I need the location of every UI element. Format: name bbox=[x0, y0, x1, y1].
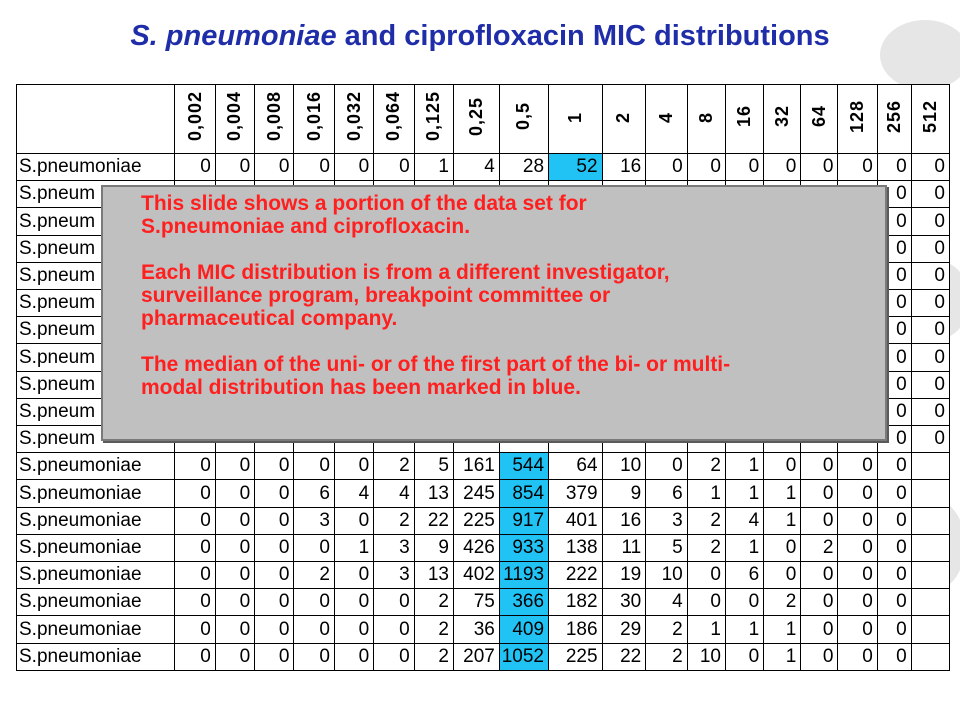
value-cell: 4 bbox=[646, 589, 688, 616]
value-cell: 0 bbox=[877, 208, 911, 235]
value-cell: 0 bbox=[725, 589, 763, 616]
value-cell: 0 bbox=[725, 154, 763, 181]
value-cell: 19 bbox=[602, 562, 646, 589]
value-cell: 28 bbox=[499, 154, 548, 181]
value-cell: 401 bbox=[549, 507, 603, 534]
value-cell bbox=[911, 453, 949, 480]
value-cell: 4 bbox=[374, 480, 414, 507]
value-cell: 6 bbox=[725, 562, 763, 589]
column-header-label: 0,004 bbox=[224, 91, 245, 142]
value-cell: 0 bbox=[374, 154, 414, 181]
value-cell: 0 bbox=[877, 589, 911, 616]
value-cell: 0 bbox=[175, 507, 215, 534]
value-cell: 0 bbox=[877, 235, 911, 262]
table-row bbox=[17, 534, 950, 561]
table-row bbox=[17, 453, 950, 480]
value-cell: 4 bbox=[725, 507, 763, 534]
value-cell: 0 bbox=[255, 643, 294, 670]
value-cell: 0 bbox=[215, 453, 254, 480]
species-cell: S.pneumoniae bbox=[17, 616, 175, 643]
value-cell: 0 bbox=[877, 181, 911, 208]
column-header-label: 8 bbox=[695, 111, 716, 123]
value-cell: 2 bbox=[646, 616, 688, 643]
value-cell: 10 bbox=[687, 643, 725, 670]
column-header bbox=[374, 85, 414, 154]
value-cell: 0 bbox=[911, 344, 949, 371]
value-cell: 11 bbox=[602, 534, 646, 561]
value-cell: 3 bbox=[374, 562, 414, 589]
column-header-label: 32 bbox=[771, 105, 792, 128]
column-header-label: 0,25 bbox=[465, 96, 486, 137]
value-cell: 222 bbox=[549, 562, 603, 589]
value-cell: 0 bbox=[877, 154, 911, 181]
value-cell: 16 bbox=[602, 154, 646, 181]
value-cell: 22 bbox=[414, 507, 453, 534]
value-cell: 0 bbox=[255, 154, 294, 181]
species-cell: S.pneumoniae bbox=[17, 154, 175, 181]
value-cell: 0 bbox=[911, 154, 949, 181]
value-cell: 0 bbox=[215, 154, 254, 181]
value-cell: 2 bbox=[374, 453, 414, 480]
value-cell: 0 bbox=[255, 534, 294, 561]
value-cell: 0 bbox=[255, 589, 294, 616]
value-cell: 1 bbox=[764, 643, 801, 670]
value-cell bbox=[911, 507, 949, 534]
species-cell: S.pneum bbox=[17, 426, 175, 453]
value-cell: 0 bbox=[255, 480, 294, 507]
value-cell: 29 bbox=[602, 616, 646, 643]
median-cell: 854 bbox=[499, 480, 548, 507]
species-cell: S.pneum bbox=[17, 235, 175, 262]
value-cell: 0 bbox=[687, 562, 725, 589]
value-cell: 1 bbox=[764, 480, 801, 507]
value-cell: 182 bbox=[549, 589, 603, 616]
value-cell: 0 bbox=[334, 562, 373, 589]
column-header bbox=[687, 85, 725, 154]
column-header-label: 0,5 bbox=[513, 102, 534, 131]
value-cell: 161 bbox=[453, 453, 499, 480]
value-cell: 402 bbox=[453, 562, 499, 589]
value-cell: 0 bbox=[877, 480, 911, 507]
species-cell: S.pneum bbox=[17, 344, 175, 371]
table-header-row bbox=[17, 85, 950, 154]
column-header-label: 0,016 bbox=[303, 91, 324, 142]
value-cell: 0 bbox=[877, 453, 911, 480]
value-cell bbox=[911, 562, 949, 589]
value-cell: 1 bbox=[334, 534, 373, 561]
value-cell: 0 bbox=[838, 480, 877, 507]
value-cell: 0 bbox=[255, 562, 294, 589]
value-cell: 0 bbox=[646, 154, 688, 181]
column-header bbox=[215, 85, 254, 154]
species-cell: S.pneum bbox=[17, 208, 175, 235]
median-cell: 1052 bbox=[499, 643, 548, 670]
value-cell: 1 bbox=[414, 154, 453, 181]
value-cell: 0 bbox=[334, 616, 373, 643]
median-cell: 544 bbox=[499, 453, 548, 480]
species-cell: S.pneumoniae bbox=[17, 589, 175, 616]
value-cell: 0 bbox=[255, 616, 294, 643]
value-cell: 0 bbox=[294, 616, 334, 643]
column-header-label: 0,125 bbox=[423, 91, 444, 142]
value-cell: 0 bbox=[334, 507, 373, 534]
value-cell: 4 bbox=[453, 154, 499, 181]
column-header bbox=[549, 85, 603, 154]
value-cell: 3 bbox=[646, 507, 688, 534]
value-cell: 0 bbox=[801, 480, 838, 507]
value-cell: 3 bbox=[374, 534, 414, 561]
value-cell: 0 bbox=[215, 480, 254, 507]
value-cell: 16 bbox=[602, 507, 646, 534]
value-cell: 0 bbox=[877, 290, 911, 317]
value-cell: 3 bbox=[294, 507, 334, 534]
column-header bbox=[334, 85, 373, 154]
column-header bbox=[646, 85, 688, 154]
column-header bbox=[414, 85, 453, 154]
value-cell: 0 bbox=[801, 616, 838, 643]
overlay-paragraph bbox=[141, 353, 887, 399]
value-cell: 1 bbox=[687, 480, 725, 507]
overlay-text bbox=[141, 192, 887, 422]
value-cell: 0 bbox=[801, 643, 838, 670]
value-cell: 2 bbox=[414, 643, 453, 670]
species-cell: S.pneumoniae bbox=[17, 453, 175, 480]
value-cell: 0 bbox=[646, 453, 688, 480]
table-row bbox=[17, 589, 950, 616]
value-cell: 0 bbox=[877, 344, 911, 371]
value-cell: 36 bbox=[453, 616, 499, 643]
value-cell: 0 bbox=[175, 562, 215, 589]
column-header bbox=[764, 85, 801, 154]
species-cell: S.pneumoniae bbox=[17, 480, 175, 507]
value-cell: 0 bbox=[838, 616, 877, 643]
column-header-label: 64 bbox=[808, 105, 829, 128]
column-header-label: 0,032 bbox=[343, 91, 364, 142]
column-header-label: 512 bbox=[919, 99, 940, 134]
title-species: S. pneumoniae bbox=[130, 20, 337, 52]
species-cell: S.pneumoniae bbox=[17, 534, 175, 561]
value-cell: 0 bbox=[374, 589, 414, 616]
table-row bbox=[17, 643, 950, 670]
value-cell: 1 bbox=[725, 480, 763, 507]
column-header-label: 16 bbox=[734, 105, 755, 128]
value-cell: 1 bbox=[725, 453, 763, 480]
value-cell: 0 bbox=[374, 643, 414, 670]
value-cell: 0 bbox=[215, 534, 254, 561]
column-header bbox=[294, 85, 334, 154]
species-cell: S.pneumoniae bbox=[17, 507, 175, 534]
value-cell: 2 bbox=[374, 507, 414, 534]
value-cell: 0 bbox=[911, 317, 949, 344]
value-cell bbox=[911, 643, 949, 670]
value-cell: 0 bbox=[294, 534, 334, 561]
value-cell: 426 bbox=[453, 534, 499, 561]
value-cell: 2 bbox=[687, 507, 725, 534]
value-cell: 0 bbox=[877, 507, 911, 534]
column-header-label: 0,008 bbox=[263, 91, 284, 142]
value-cell: 75 bbox=[453, 589, 499, 616]
value-cell: 6 bbox=[294, 480, 334, 507]
column-header bbox=[838, 85, 877, 154]
column-header bbox=[499, 85, 548, 154]
overlay-paragraph bbox=[141, 192, 887, 238]
value-cell: 0 bbox=[255, 507, 294, 534]
value-cell: 0 bbox=[215, 589, 254, 616]
value-cell: 0 bbox=[175, 589, 215, 616]
column-header bbox=[175, 85, 215, 154]
value-cell: 0 bbox=[911, 235, 949, 262]
value-cell: 0 bbox=[801, 589, 838, 616]
value-cell: 0 bbox=[877, 317, 911, 344]
table-row bbox=[17, 507, 950, 534]
column-header-label: 4 bbox=[655, 111, 676, 123]
value-cell: 2 bbox=[764, 589, 801, 616]
value-cell: 0 bbox=[764, 534, 801, 561]
value-cell: 0 bbox=[764, 154, 801, 181]
overlay-line: The median of the uni- or of the first part of the bi- or multi- bbox=[141, 353, 731, 376]
value-cell: 0 bbox=[334, 453, 373, 480]
value-cell: 0 bbox=[801, 453, 838, 480]
title-rest: and ciprofloxacin MIC distributions bbox=[336, 20, 830, 52]
value-cell: 2 bbox=[646, 643, 688, 670]
value-cell: 0 bbox=[838, 562, 877, 589]
overlay-line: pharmaceutical company. bbox=[141, 307, 398, 330]
value-cell: 2 bbox=[687, 534, 725, 561]
value-cell: 0 bbox=[334, 589, 373, 616]
value-cell: 0 bbox=[911, 208, 949, 235]
value-cell: 0 bbox=[911, 181, 949, 208]
species-cell: S.pneum bbox=[17, 398, 175, 425]
value-cell: 0 bbox=[215, 643, 254, 670]
column-header bbox=[877, 85, 911, 154]
value-cell: 2 bbox=[294, 562, 334, 589]
species-cell: S.pneum bbox=[17, 262, 175, 289]
value-cell: 0 bbox=[215, 562, 254, 589]
table-row bbox=[17, 480, 950, 507]
value-cell: 0 bbox=[801, 562, 838, 589]
value-cell: 1 bbox=[725, 534, 763, 561]
table-row bbox=[17, 616, 950, 643]
value-cell: 0 bbox=[911, 371, 949, 398]
value-cell: 0 bbox=[334, 154, 373, 181]
value-cell: 10 bbox=[602, 453, 646, 480]
value-cell: 0 bbox=[911, 290, 949, 317]
value-cell: 0 bbox=[877, 371, 911, 398]
value-cell: 138 bbox=[549, 534, 603, 561]
column-header-label: 128 bbox=[847, 99, 868, 134]
value-cell: 13 bbox=[414, 480, 453, 507]
column-header-label: 0,064 bbox=[383, 91, 404, 142]
value-cell: 0 bbox=[215, 616, 254, 643]
species-cell: S.pneum bbox=[17, 371, 175, 398]
column-header-label: 256 bbox=[883, 99, 904, 134]
value-cell: 0 bbox=[911, 262, 949, 289]
value-cell: 5 bbox=[646, 534, 688, 561]
value-cell: 225 bbox=[453, 507, 499, 534]
value-cell bbox=[911, 480, 949, 507]
overlay-line: surveillance program, breakpoint committee or bbox=[141, 284, 611, 307]
value-cell: 0 bbox=[877, 643, 911, 670]
value-cell: 0 bbox=[294, 154, 334, 181]
median-cell: 1193 bbox=[499, 562, 548, 589]
value-cell: 1 bbox=[725, 616, 763, 643]
column-header bbox=[911, 85, 949, 154]
species-cell: S.pneumoniae bbox=[17, 643, 175, 670]
value-cell: 0 bbox=[374, 616, 414, 643]
value-cell: 0 bbox=[175, 616, 215, 643]
median-cell: 917 bbox=[499, 507, 548, 534]
value-cell: 0 bbox=[838, 154, 877, 181]
value-cell bbox=[911, 616, 949, 643]
value-cell: 0 bbox=[838, 453, 877, 480]
value-cell: 0 bbox=[838, 643, 877, 670]
value-cell bbox=[911, 589, 949, 616]
value-cell: 0 bbox=[175, 453, 215, 480]
value-cell: 0 bbox=[838, 534, 877, 561]
value-cell: 2 bbox=[687, 453, 725, 480]
value-cell: 0 bbox=[175, 534, 215, 561]
value-cell: 0 bbox=[175, 154, 215, 181]
value-cell: 0 bbox=[877, 426, 911, 453]
species-cell: S.pneum bbox=[17, 181, 175, 208]
value-cell: 0 bbox=[877, 562, 911, 589]
value-cell: 0 bbox=[764, 562, 801, 589]
value-cell: 13 bbox=[414, 562, 453, 589]
info-overlay-box bbox=[101, 185, 887, 441]
overlay-line: Each MIC distribution is from a different investigator, bbox=[141, 261, 670, 284]
value-cell: 6 bbox=[646, 480, 688, 507]
column-header bbox=[602, 85, 646, 154]
value-cell: 1 bbox=[687, 616, 725, 643]
value-cell: 5 bbox=[414, 453, 453, 480]
median-cell: 933 bbox=[499, 534, 548, 561]
value-cell: 225 bbox=[549, 643, 603, 670]
column-header-label: 0,002 bbox=[184, 91, 205, 142]
value-cell: 0 bbox=[877, 398, 911, 425]
table-row bbox=[17, 154, 950, 181]
value-cell: 0 bbox=[838, 589, 877, 616]
value-cell: 0 bbox=[911, 426, 949, 453]
value-cell: 0 bbox=[294, 643, 334, 670]
column-header bbox=[801, 85, 838, 154]
overlay-line: modal distribution has been marked in blue. bbox=[141, 376, 581, 399]
value-cell: 0 bbox=[877, 616, 911, 643]
value-cell: 207 bbox=[453, 643, 499, 670]
column-header bbox=[453, 85, 499, 154]
value-cell: 0 bbox=[877, 534, 911, 561]
table-row bbox=[17, 562, 950, 589]
value-cell: 2 bbox=[801, 534, 838, 561]
value-cell: 0 bbox=[725, 643, 763, 670]
overlay-paragraph bbox=[141, 261, 887, 330]
value-cell: 0 bbox=[334, 643, 373, 670]
median-cell: 409 bbox=[499, 616, 548, 643]
value-cell: 186 bbox=[549, 616, 603, 643]
column-header-label: 2 bbox=[613, 111, 634, 123]
median-cell: 366 bbox=[499, 589, 548, 616]
value-cell bbox=[911, 534, 949, 561]
value-cell: 2 bbox=[414, 589, 453, 616]
value-cell: 10 bbox=[646, 562, 688, 589]
column-header-label: 1 bbox=[564, 111, 585, 123]
value-cell: 0 bbox=[294, 453, 334, 480]
value-cell: 0 bbox=[687, 154, 725, 181]
value-cell: 1 bbox=[764, 507, 801, 534]
species-cell: S.pneum bbox=[17, 317, 175, 344]
value-cell: 1 bbox=[764, 616, 801, 643]
corner-header-cell bbox=[17, 85, 175, 154]
species-cell: S.pneum bbox=[17, 290, 175, 317]
value-cell: 9 bbox=[414, 534, 453, 561]
column-header bbox=[725, 85, 763, 154]
value-cell: 64 bbox=[549, 453, 603, 480]
value-cell: 30 bbox=[602, 589, 646, 616]
overlay-line: S.pneumoniae and ciprofloxacin. bbox=[141, 215, 471, 238]
value-cell: 0 bbox=[877, 262, 911, 289]
value-cell: 0 bbox=[838, 507, 877, 534]
column-header bbox=[255, 85, 294, 154]
value-cell: 2 bbox=[414, 616, 453, 643]
value-cell: 0 bbox=[175, 480, 215, 507]
value-cell: 0 bbox=[175, 643, 215, 670]
value-cell: 22 bbox=[602, 643, 646, 670]
median-cell: 52 bbox=[549, 154, 603, 181]
value-cell: 0 bbox=[911, 398, 949, 425]
value-cell: 0 bbox=[801, 507, 838, 534]
value-cell: 0 bbox=[801, 154, 838, 181]
value-cell: 0 bbox=[215, 507, 254, 534]
value-cell: 245 bbox=[453, 480, 499, 507]
value-cell: 0 bbox=[764, 453, 801, 480]
value-cell: 4 bbox=[334, 480, 373, 507]
value-cell: 379 bbox=[549, 480, 603, 507]
value-cell: 0 bbox=[687, 589, 725, 616]
overlay-line: This slide shows a portion of the data set for bbox=[141, 192, 587, 215]
value-cell: 0 bbox=[255, 453, 294, 480]
species-cell: S.pneumoniae bbox=[17, 562, 175, 589]
slide-title bbox=[0, 20, 960, 53]
value-cell: 9 bbox=[602, 480, 646, 507]
value-cell: 0 bbox=[294, 589, 334, 616]
